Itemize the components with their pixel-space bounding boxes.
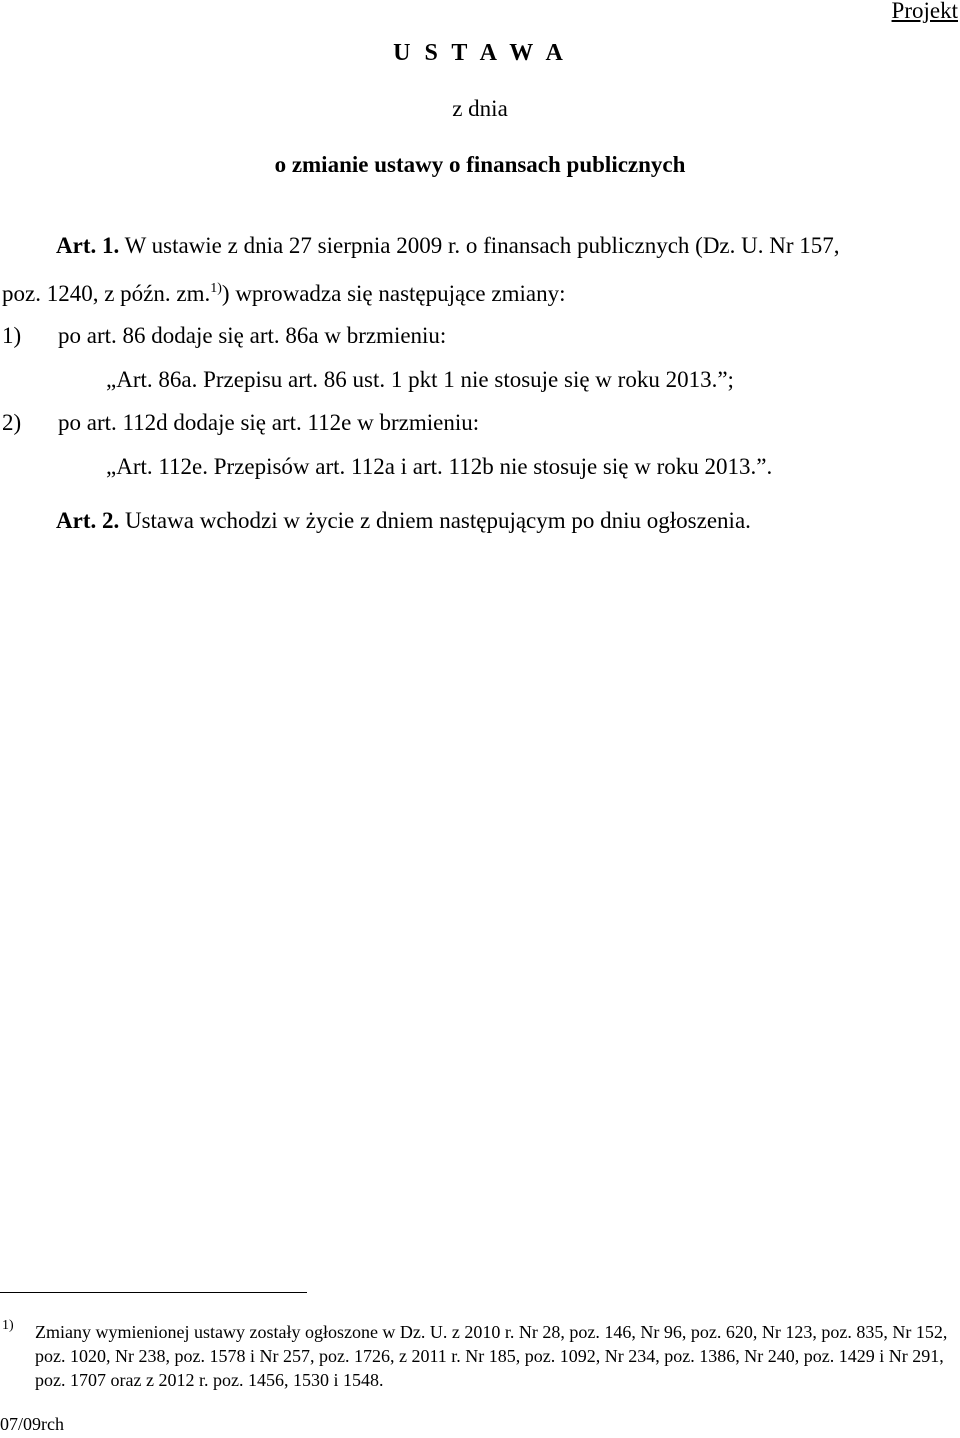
item-quote: „Art. 112e. Przepisów art. 112a i art. 112b nie stosuje się w roku 2013.”. [106, 454, 773, 479]
document-subject: o zmianie ustawy o finansach publicznych [274, 152, 686, 177]
item-number: 1) [2, 323, 22, 348]
projekt-label: Projekt [891, 0, 958, 23]
art2-paragraph [56, 506, 751, 536]
footnote-separator [0, 1292, 307, 1293]
footnote-text: Zmiany wymienionej ustawy zostały ogłoszone w Dz. U. z 2010 r. Nr 28, poz. 146, Nr 96, poz. 620, Nr 123, poz. 835, Nr 152, poz. 1020, Nr 238, poz. 1578 i Nr 257, poz. 1726, z 2011 r. Nr 185, poz. 1092, Nr 234, poz. 1386, Nr 240, poz. 1429 i Nr 291, poz. 1707 oraz z 2012 r. poz. 1456, 1530 i 1548. [35, 1322, 948, 1390]
document-code: 07/09rch [0, 1414, 64, 1434]
art2-text: Ustawa wchodzi w życie z dniem następującym po dniu ogłoszenia. [124, 508, 751, 533]
art2-label: Art. 2. [56, 508, 120, 533]
art1-text-line2b: ) wprowadza się następujące zmiany: [221, 281, 566, 306]
date-line: z dnia [452, 96, 508, 121]
document-title: U S T A W A [393, 40, 567, 66]
footnote-mark: 1) [2, 1318, 14, 1333]
art1-second-line [2, 279, 565, 309]
item-number: 2) [2, 410, 22, 435]
art1-text-line2a: poz. 1240, z późn. zm. [2, 281, 211, 306]
footnote-reference[interactable]: 1) [210, 281, 222, 296]
item-text: po art. 86 dodaje się art. 86a w brzmieniu: [58, 323, 447, 348]
item-quote: „Art. 86a. Przepisu art. 86 ust. 1 pkt 1 nie stosuje się w roku 2013.”; [106, 367, 734, 392]
art1-first-line [56, 231, 952, 261]
item-text: po art. 112d dodaje się art. 112e w brzmieniu: [58, 410, 480, 435]
art1-label: Art. 1. [56, 233, 120, 258]
art1-text-line1: W ustawie z dnia 27 sierpnia 2009 r. o finansach publicznych (Dz. U. Nr 157, [124, 233, 840, 258]
